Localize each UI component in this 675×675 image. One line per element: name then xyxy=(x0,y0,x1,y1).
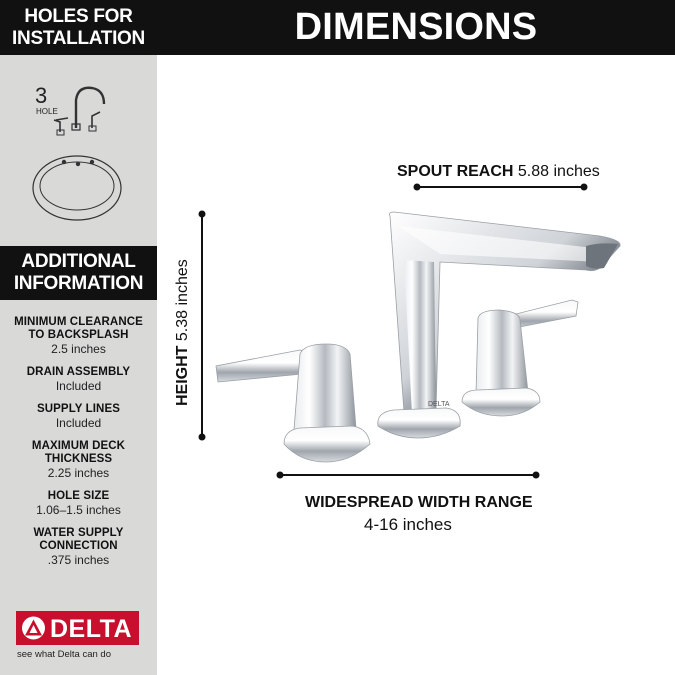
hole-count: 3 xyxy=(35,83,48,108)
info-label: TO BACKSPLASH xyxy=(28,329,129,341)
info-value: Included xyxy=(55,379,102,393)
height-value: 5.38 inches xyxy=(174,259,191,342)
width-range-label: WIDESPREAD WIDTH RANGE xyxy=(305,494,533,511)
width-dimension-line xyxy=(277,472,540,479)
height-label xyxy=(174,259,192,406)
info-value: .375 inches xyxy=(47,553,110,567)
info-label: THICKNESS xyxy=(44,453,113,465)
info-label: HOLE SIZE xyxy=(47,490,110,502)
width-range-value: 4-16 inches xyxy=(364,515,452,534)
page-title: DIMENSIONS xyxy=(294,6,538,48)
faucet-right-handle xyxy=(462,300,578,416)
additional-header-line-1: ADDITIONAL xyxy=(21,251,136,272)
holes-header-line-2: INSTALLATION xyxy=(12,28,145,49)
info-label: SUPPLY LINES xyxy=(36,403,120,415)
info-label: WATER SUPPLY xyxy=(33,527,124,539)
info-label: MAXIMUM DECK xyxy=(31,440,126,452)
info-value: 2.25 inches xyxy=(47,466,110,480)
info-value: Included xyxy=(55,416,102,430)
info-value: 1.06–1.5 inches xyxy=(36,503,121,517)
faucet-left-handle xyxy=(216,344,370,462)
logo-text: DELTA xyxy=(50,615,133,643)
height-title: HEIGHT xyxy=(174,345,191,406)
logo-tagline: see what Delta can do xyxy=(17,649,112,660)
additional-header-line-2: INFORMATION xyxy=(13,273,144,294)
info-label: DRAIN ASSEMBLY xyxy=(26,366,131,378)
hole-word: HOLE xyxy=(36,107,58,116)
spout-reach-label xyxy=(397,163,600,181)
spout-reach-title: SPOUT REACH xyxy=(397,163,514,180)
holes-header-line-1: HOLES FOR xyxy=(24,6,133,27)
spout-brand-mark: DELTA xyxy=(428,401,450,408)
spout-reach-value: 5.88 inches xyxy=(517,163,600,180)
height-dimension-line xyxy=(199,211,206,441)
info-label: CONNECTION xyxy=(39,540,118,552)
info-value: 2.5 inches xyxy=(51,342,106,356)
info-label: MINIMUM CLEARANCE xyxy=(14,316,143,328)
spout-reach-dimension-line xyxy=(414,184,588,191)
